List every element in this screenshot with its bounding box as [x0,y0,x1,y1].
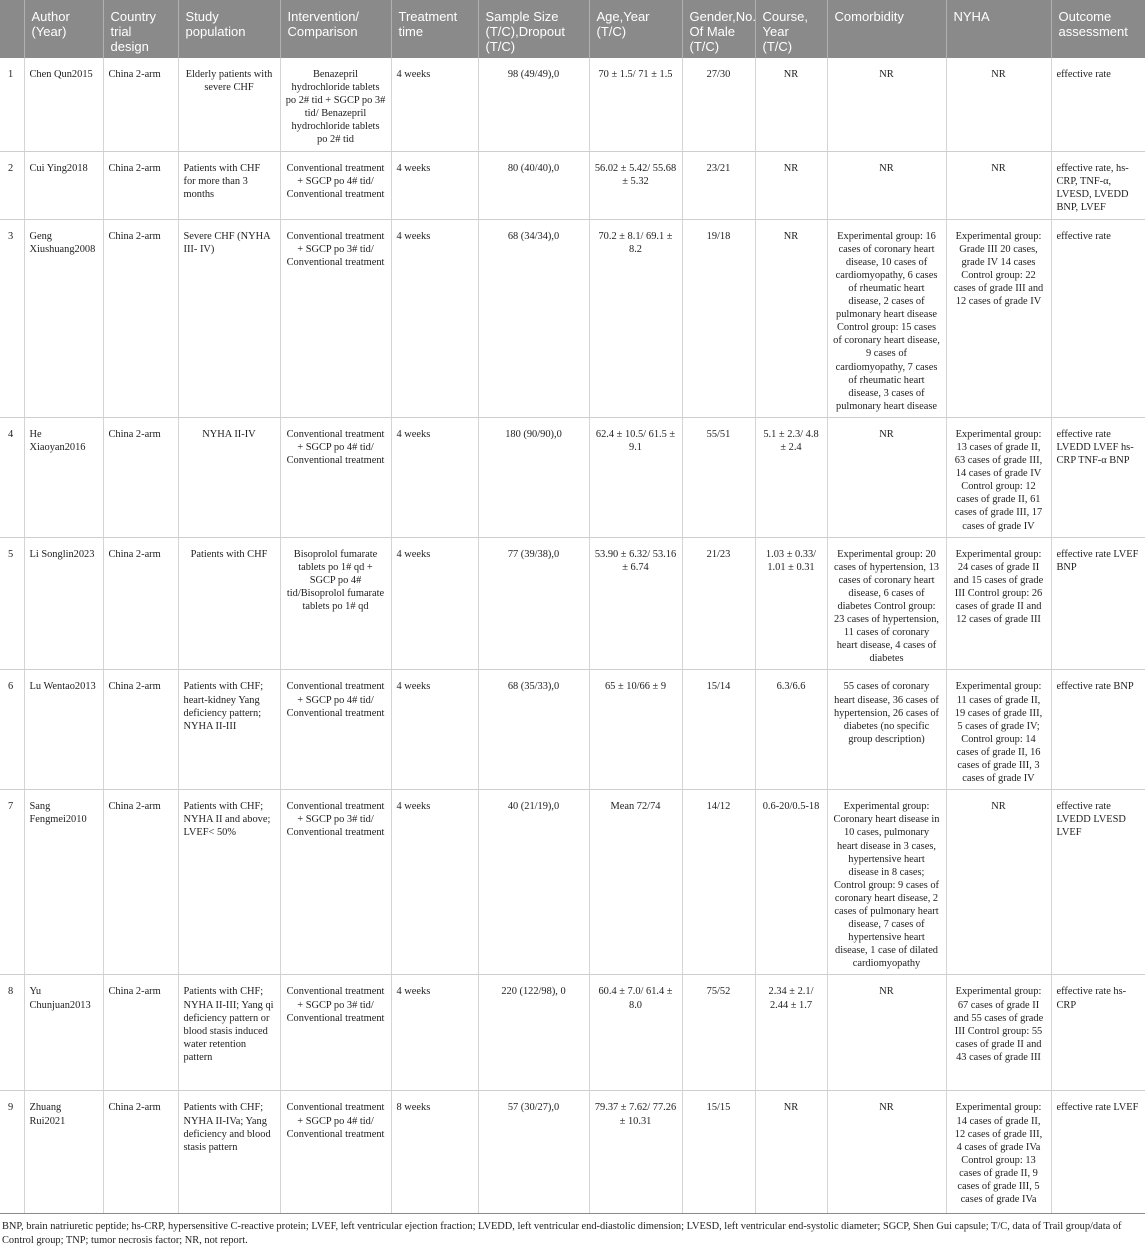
outcome-cell: effective rate LVEF BNP [1051,537,1145,670]
header-course: Course, Year (T/C) [755,0,827,58]
sample-size-cell: 77 (39/38),0 [478,537,589,670]
country-cell: China 2-arm [103,975,178,1091]
row-number: 2 [0,151,24,219]
outcome-cell: effective rate LVEF [1051,1091,1145,1214]
comorbidity-cell: Experimental group: 20 cases of hypertension, 13 cases of coronary heart disease, 6 cases of diabetes Control group: 23 cases of hypertension, 11 cases of coronary heart disease, 4 cases of diabetes [827,537,946,670]
age-cell: 70.2 ± 8.1/ 69.1 ± 8.2 [589,219,682,417]
outcome-cell: effective rate LVEDD LVESD LVEF [1051,790,1145,975]
country-cell: China 2-arm [103,670,178,790]
population-cell: Severe CHF (NYHA III- IV) [178,219,280,417]
author-cell: He Xiaoyan2016 [24,417,103,537]
country-cell: China 2-arm [103,537,178,670]
population-cell: Elderly patients with severe CHF [178,58,280,151]
intervention-cell: Bisoprolol fumarate tablets po 1# qd + SGCP po 4# tid/Bisoprolol fumarate tablets po 1# qd [280,537,391,670]
age-cell: 56.02 ± 5.42/ 55.68 ± 5.32 [589,151,682,219]
nyha-cell: NR [946,58,1051,151]
comorbidity-cell: NR [827,151,946,219]
country-cell: China 2-arm [103,790,178,975]
intervention-cell: Conventional treatment + SGCP po 3# tid/ Conventional treatment [280,790,391,975]
comorbidity-cell: NR [827,1091,946,1214]
sample-size-cell: 98 (49/49),0 [478,58,589,151]
treatment-time-cell: 4 weeks [391,417,478,537]
table-row [0,219,1145,417]
country-cell: China 2-arm [103,1091,178,1214]
treatment-time-cell: 4 weeks [391,670,478,790]
author-cell: Chen Qun2015 [24,58,103,151]
intervention-cell: Conventional treatment + SGCP po 4# tid/ Conventional treatment [280,670,391,790]
age-cell: 60.4 ± 7.0/ 61.4 ± 8.0 [589,975,682,1091]
course-cell: 2.34 ± 2.1/ 2.44 ± 1.7 [755,975,827,1091]
course-cell: NR [755,219,827,417]
treatment-time-cell: 4 weeks [391,219,478,417]
outcome-cell: effective rate [1051,219,1145,417]
treatment-time-cell: 4 weeks [391,975,478,1091]
table-row [0,58,1145,151]
header-number [0,0,24,58]
population-cell: NYHA II-IV [178,417,280,537]
intervention-cell: Conventional treatment + SGCP po 4# tid/ Conventional treatment [280,151,391,219]
nyha-cell: Experimental group: 13 cases of grade II, 63 cases of grade III, 14 cases of grade IV Control group: 12 cases of grade II, 61 cases of grade III, 17 cases of grade IV [946,417,1051,537]
course-cell: NR [755,151,827,219]
sample-size-cell: 80 (40/40),0 [478,151,589,219]
row-number: 1 [0,58,24,151]
sample-size-cell: 68 (35/33),0 [478,670,589,790]
population-cell: Patients with CHF; heart-kidney Yang deficiency pattern; NYHA II-III [178,670,280,790]
country-cell: China 2-arm [103,417,178,537]
gender-cell: 23/21 [682,151,755,219]
row-number: 7 [0,790,24,975]
course-cell: NR [755,58,827,151]
nyha-cell: Experimental group: 67 cases of grade II and 55 cases of grade III Control group: 55 cases of grade II and 43 cases of grade III [946,975,1051,1091]
author-cell: Yu Chunjuan2013 [24,975,103,1091]
population-cell: Patients with CHF; NYHA II-IVa; Yang deficiency and blood stasis pattern [178,1091,280,1214]
table-row [0,417,1145,537]
population-cell: Patients with CHF for more than 3 months [178,151,280,219]
table-row [0,975,1145,1091]
treatment-time-cell: 4 weeks [391,58,478,151]
row-number: 6 [0,670,24,790]
nyha-cell: NR [946,790,1051,975]
country-cell: China 2-arm [103,58,178,151]
sample-size-cell: 180 (90/90),0 [478,417,589,537]
course-cell: 0.6-20/0.5-18 [755,790,827,975]
gender-cell: 21/23 [682,537,755,670]
treatment-time-cell: 4 weeks [391,151,478,219]
nyha-cell: NR [946,151,1051,219]
course-cell: 6.3/6.6 [755,670,827,790]
intervention-cell: Conventional treatment + SGCP po 4# tid/ Conventional treatment [280,1091,391,1214]
intervention-cell: Conventional treatment + SGCP po 3# tid/ Conventional treatment [280,219,391,417]
gender-cell: 14/12 [682,790,755,975]
author-cell: Geng Xiushuang2008 [24,219,103,417]
course-cell: NR [755,1091,827,1214]
treatment-time-cell: 4 weeks [391,537,478,670]
gender-cell: 15/15 [682,1091,755,1214]
age-cell: Mean 72/74 [589,790,682,975]
treatment-time-cell: 8 weeks [391,1091,478,1214]
header-treatment-time: Treatment time [391,0,478,58]
country-cell: China 2-arm [103,219,178,417]
outcome-cell: effective rate BNP [1051,670,1145,790]
author-cell: Zhuang Rui2021 [24,1091,103,1214]
intervention-cell: Benazepril hydrochloride tablets po 2# tid + SGCP po 3# tid/ Benazepril hydrochloride tablets po 2# tid [280,58,391,151]
header-comorbidity: Comorbidity [827,0,946,58]
header-sample-size: Sample Size (T/C),Dropout (T/C) [478,0,589,58]
intervention-cell: Conventional treatment + SGCP po 4# tid/ Conventional treatment [280,417,391,537]
header-author: Author (Year) [24,0,103,58]
comorbidity-cell: Experimental group: Coronary heart disease in 10 cases, pulmonary heart disease in 3 cases, hypertensive heart disease in 8 cases; Control group: 9 cases of coronary heart disease, 2 cases of pulmonary heart disease, 7 cases of hypertensive heart disease, 1 case of dilated cardiomyopathy [827,790,946,975]
age-cell: 65 ± 10/66 ± 9 [589,670,682,790]
comorbidity-cell: 55 cases of coronary heart disease, 36 cases of hypertension, 26 cases of diabetes (no specific group description) [827,670,946,790]
row-number: 5 [0,537,24,670]
age-cell: 79.37 ± 7.62/ 77.26 ± 10.31 [589,1091,682,1214]
table-row [0,1091,1145,1214]
comorbidity-cell: Experimental group: 16 cases of coronary heart disease, 10 cases of cardiomyopathy, 6 cases of rheumatic heart disease, 2 cases of pulmonary heart disease Control group: 15 cases of coronary heart disease, 9 cases of cardiomyopathy, 7 cases of rheumatic heart disease, 3 cases of pulmonary heart disease [827,219,946,417]
sample-size-cell: 40 (21/19),0 [478,790,589,975]
row-number: 9 [0,1091,24,1214]
gender-cell: 55/51 [682,417,755,537]
outcome-cell: effective rate [1051,58,1145,151]
age-cell: 62.4 ± 10.5/ 61.5 ± 9.1 [589,417,682,537]
population-cell: Patients with CHF; NYHA II and above; LVEF< 50% [178,790,280,975]
gender-cell: 19/18 [682,219,755,417]
row-number: 3 [0,219,24,417]
nyha-cell: Experimental group: 14 cases of grade II, 12 cases of grade III, 4 cases of grade IVa Control group: 13 cases of grade II, 9 cases of grade III, 5 cases of grade IVa [946,1091,1051,1214]
intervention-cell: Conventional treatment + SGCP po 3# tid/ Conventional treatment [280,975,391,1091]
course-cell: 5.1 ± 2.3/ 4.8 ± 2.4 [755,417,827,537]
row-number: 8 [0,975,24,1091]
comorbidity-cell: NR [827,975,946,1091]
table-row [0,670,1145,790]
header-gender: Gender,No. Of Male (T/C) [682,0,755,58]
author-cell: Li Songlin2023 [24,537,103,670]
header-age: Age,Year (T/C) [589,0,682,58]
treatment-time-cell: 4 weeks [391,790,478,975]
age-cell: 70 ± 1.5/ 71 ± 1.5 [589,58,682,151]
table-row [0,151,1145,219]
population-cell: Patients with CHF; NYHA II-III; Yang qi deficiency pattern or blood stasis induced water retention pattern [178,975,280,1091]
outcome-cell: effective rate hs-CRP [1051,975,1145,1091]
gender-cell: 15/14 [682,670,755,790]
header-intervention: Intervention/ Comparison [280,0,391,58]
header-country: Country trial design [103,0,178,58]
gender-cell: 75/52 [682,975,755,1091]
sample-size-cell: 57 (30/27),0 [478,1091,589,1214]
sample-size-cell: 220 (122/98), 0 [478,975,589,1091]
author-cell: Cui Ying2018 [24,151,103,219]
sample-size-cell: 68 (34/34),0 [478,219,589,417]
outcome-cell: effective rate LVEDD LVEF hs-CRP TNF-α BNP [1051,417,1145,537]
age-cell: 53.90 ± 6.32/ 53.16 ± 6.74 [589,537,682,670]
author-cell: Sang Fengmei2010 [24,790,103,975]
table-row [0,537,1145,670]
header-row [0,0,1145,58]
nyha-cell: Experimental group: Grade III 20 cases, grade IV 14 cases Control group: 22 cases of grade III and 12 cases of grade IV [946,219,1051,417]
nyha-cell: Experimental group: 11 cases of grade II, 19 cases of grade III, 5 cases of grade IV; Control group: 14 cases of grade II, 16 cases of grade III, 3 cases of grade IV [946,670,1051,790]
outcome-cell: effective rate, hs-CRP, TNF-α, LVESD, LVEDD BNP, LVEF [1051,151,1145,219]
author-cell: Lu Wentao2013 [24,670,103,790]
table-row [0,790,1145,975]
population-cell: Patients with CHF [178,537,280,670]
table-footnote: BNP, brain natriuretic peptide; hs-CRP, hypersensitive C-reactive protein; LVEF, left ventricular ejection fraction; LVEDD, left ventricular end-diastolic dimension; LVESD, left ventricular end-systolic diameter; SGCP, Shen Gui capsule; T/C, data of Trail group/data of Control group; TNP; tumor necrosis factor; NR, not report. [2,1221,1122,1246]
comorbidity-cell: NR [827,58,946,151]
header-nyha: NYHA [946,0,1051,58]
gender-cell: 27/30 [682,58,755,151]
header-outcome: Outcome assessment [1051,0,1145,58]
header-population: Study population [178,0,280,58]
country-cell: China 2-arm [103,151,178,219]
nyha-cell: Experimental group: 24 cases of grade II and 15 cases of grade III Control group: 26 cases of grade II and 12 cases of grade III [946,537,1051,670]
row-number: 4 [0,417,24,537]
course-cell: 1.03 ± 0.33/ 1.01 ± 0.31 [755,537,827,670]
comorbidity-cell: NR [827,417,946,537]
